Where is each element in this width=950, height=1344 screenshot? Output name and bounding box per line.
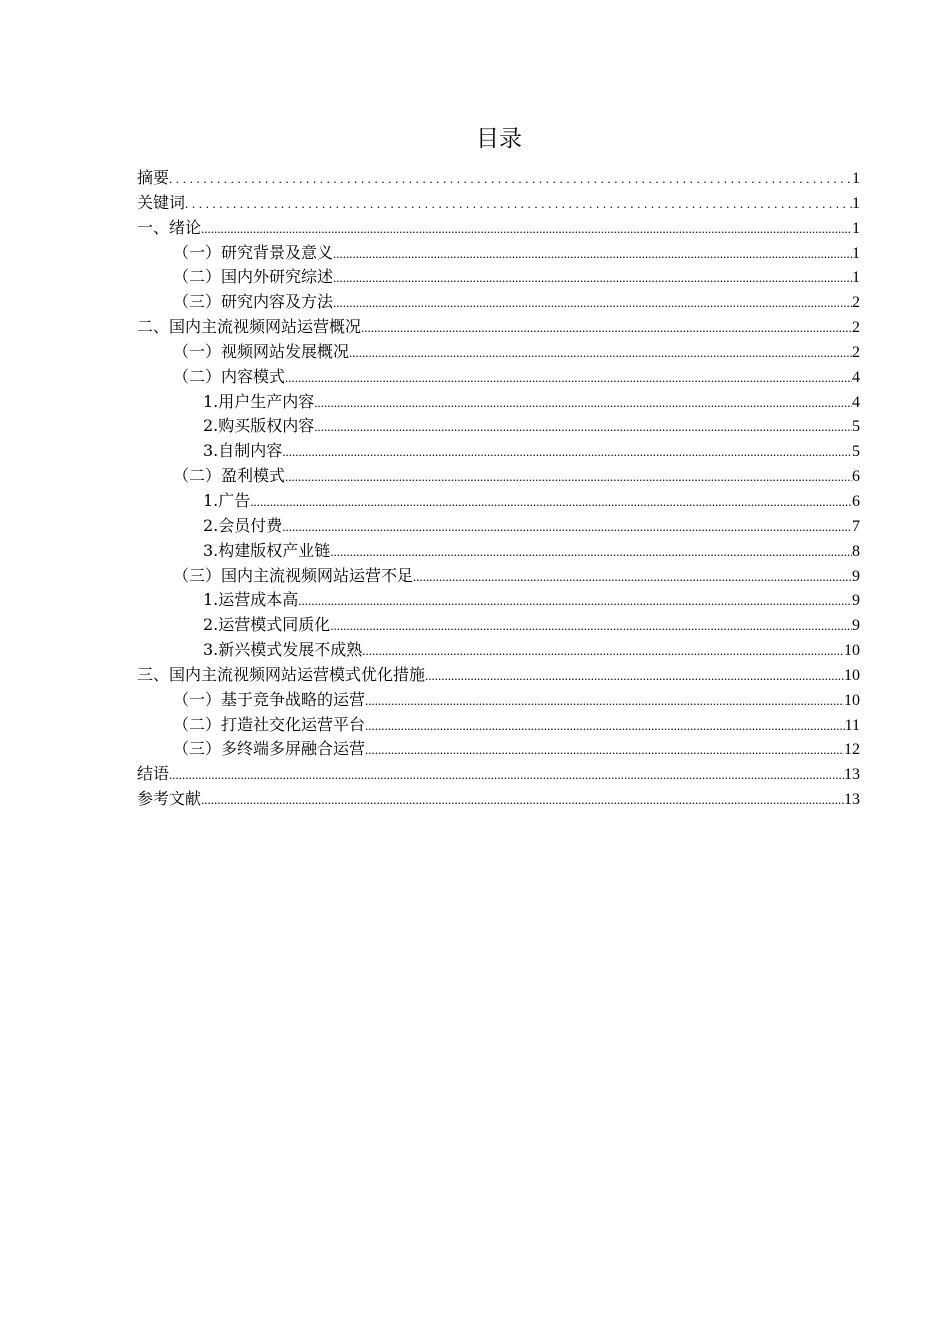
toc-page-number: 4: [852, 393, 860, 411]
toc-entry-label: （一）研究背景及意义: [173, 242, 334, 262]
toc-entry[interactable]: [137, 464, 860, 489]
toc-entry[interactable]: [137, 265, 860, 290]
toc-dot-leader: [349, 341, 852, 366]
toc-dot-leader: [285, 465, 852, 490]
toc-entry[interactable]: [137, 191, 860, 216]
toc-dot-leader: [361, 316, 852, 341]
toc-entry[interactable]: [137, 588, 860, 613]
toc-page-number: 12: [844, 741, 860, 759]
toc-entry-label: 摘要: [137, 168, 170, 187]
toc-dot-leader: [362, 639, 844, 664]
toc-entry[interactable]: [137, 340, 860, 365]
toc-page-number: 4: [852, 368, 860, 386]
toc-entry-label: （二）盈利模式: [173, 466, 286, 486]
toc-entry-label: 1.运营成本高: [203, 590, 299, 610]
toc-page-number: 2: [852, 319, 860, 337]
toc-entry-label: （二）打造社交化运营平台: [173, 714, 366, 734]
toc-entry-label: 2.会员付费: [203, 515, 283, 535]
toc-entry-label: 3.构建版权产业链: [203, 540, 331, 560]
toc-page-number: 13: [844, 791, 860, 809]
toc-dot-leader: [333, 291, 852, 316]
toc-entry-label: （二）国内外研究综述: [173, 267, 334, 287]
toc-entry[interactable]: [137, 414, 860, 439]
toc-page-number: 1: [852, 244, 860, 262]
toc-dot-leader: [201, 217, 852, 242]
toc-entry[interactable]: [137, 638, 860, 663]
toc-entry[interactable]: [137, 613, 860, 638]
toc-page-number: 7: [852, 517, 860, 535]
toc-dot-leader: [365, 738, 844, 763]
toc-page-number: 13: [844, 766, 860, 784]
toc-dot-leader: [314, 415, 852, 440]
toc-entry-label: 二、国内主流视频网站运营概况: [137, 317, 362, 337]
toc-dot-leader: [314, 391, 852, 416]
toc-dot-leader: [365, 689, 844, 714]
toc-entry-label: 三、国内主流视频网站运营模式优化措施: [137, 664, 426, 684]
toc-page-number: 8: [852, 542, 860, 560]
toc-entry[interactable]: [137, 241, 860, 266]
toc-entry-label: 2.购买版权内容: [203, 416, 315, 436]
toc-page-number: 10: [844, 691, 860, 709]
toc-entry[interactable]: [137, 290, 860, 315]
toc-entry-label: （三）多终端多屏融合运营: [173, 739, 366, 759]
toc-dot-leader: [365, 714, 845, 739]
toc-entry-label: （二）内容模式: [173, 366, 286, 386]
toc-dot-leader: [333, 266, 852, 291]
toc-entry[interactable]: [137, 390, 860, 415]
toc-entry-label: 2.运营模式同质化: [203, 615, 331, 635]
toc-dot-leader: [330, 614, 852, 639]
toc-entry[interactable]: [137, 166, 860, 191]
toc-page-number: 1: [852, 170, 860, 187]
toc-page-number: 5: [852, 418, 860, 436]
toc-entry[interactable]: [137, 315, 860, 340]
toc-entry[interactable]: [137, 762, 860, 787]
toc-page-number: 10: [844, 642, 860, 660]
table-of-contents: [137, 166, 860, 812]
toc-entry[interactable]: [137, 216, 860, 241]
toc-dot-leader: [282, 515, 852, 540]
toc-dot-leader: [333, 242, 852, 267]
toc-dot-leader: [413, 565, 852, 590]
toc-page-number: 1: [852, 194, 860, 212]
toc-entry[interactable]: [137, 489, 860, 514]
toc-entry-label: 3.自制内容: [203, 441, 283, 461]
toc-dot-leader: [298, 589, 852, 614]
toc-page-number: 1: [852, 269, 860, 287]
toc-dot-leader: [425, 664, 844, 689]
toc-page-number: 9: [852, 592, 860, 610]
toc-entry[interactable]: [137, 439, 860, 464]
toc-page-number: 10: [844, 666, 860, 684]
toc-entry-label: 3.新兴模式发展不成熟: [203, 640, 363, 660]
toc-entry[interactable]: [137, 737, 860, 762]
toc-dot-leader: [285, 366, 852, 391]
toc-dot-leader: [282, 440, 852, 465]
toc-entry-label: （一）基于竞争战略的运营: [173, 689, 366, 709]
toc-page-number: 2: [852, 294, 860, 312]
toc-entry[interactable]: [137, 787, 860, 812]
toc-entry-label: 关键词: [137, 192, 186, 212]
toc-entry-label: （一）视频网站发展概况: [173, 341, 350, 361]
toc-entry[interactable]: [137, 688, 860, 713]
toc-page-number: 6: [852, 492, 860, 510]
toc-entry-label: 一、绪论: [137, 217, 202, 237]
toc-entry[interactable]: [137, 663, 860, 688]
toc-page-number: 5: [852, 443, 860, 461]
toc-page-number: 9: [852, 617, 860, 635]
toc-page-number: 2: [852, 343, 860, 361]
toc-dot-leader: [250, 490, 852, 515]
toc-page-number: 1: [852, 219, 860, 237]
toc-entry-label: 1.用户生产内容: [203, 391, 315, 411]
toc-dot-leader: [169, 763, 844, 788]
toc-title: 目录: [476, 126, 522, 152]
toc-entry[interactable]: [137, 539, 860, 564]
toc-dot-leader: [185, 192, 852, 217]
toc-entry[interactable]: [137, 564, 860, 589]
toc-entry-label: 1.广告: [203, 490, 251, 510]
toc-entry[interactable]: [137, 713, 860, 738]
toc-entry-label: （三）研究内容及方法: [173, 292, 334, 312]
toc-dot-leader: [169, 167, 852, 192]
toc-entry[interactable]: [137, 365, 860, 390]
toc-page-number: 9: [852, 567, 860, 585]
toc-page-number: 6: [852, 468, 860, 486]
toc-dot-leader: [201, 788, 844, 813]
toc-page-number: 11: [844, 716, 860, 734]
toc-dot-leader: [330, 540, 852, 565]
toc-entry[interactable]: [137, 514, 860, 539]
toc-entry-label: （三）国内主流视频网站运营不足: [173, 565, 414, 585]
toc-entry-label: 参考文献: [137, 789, 202, 809]
toc-entry-label: 结语: [137, 764, 170, 784]
